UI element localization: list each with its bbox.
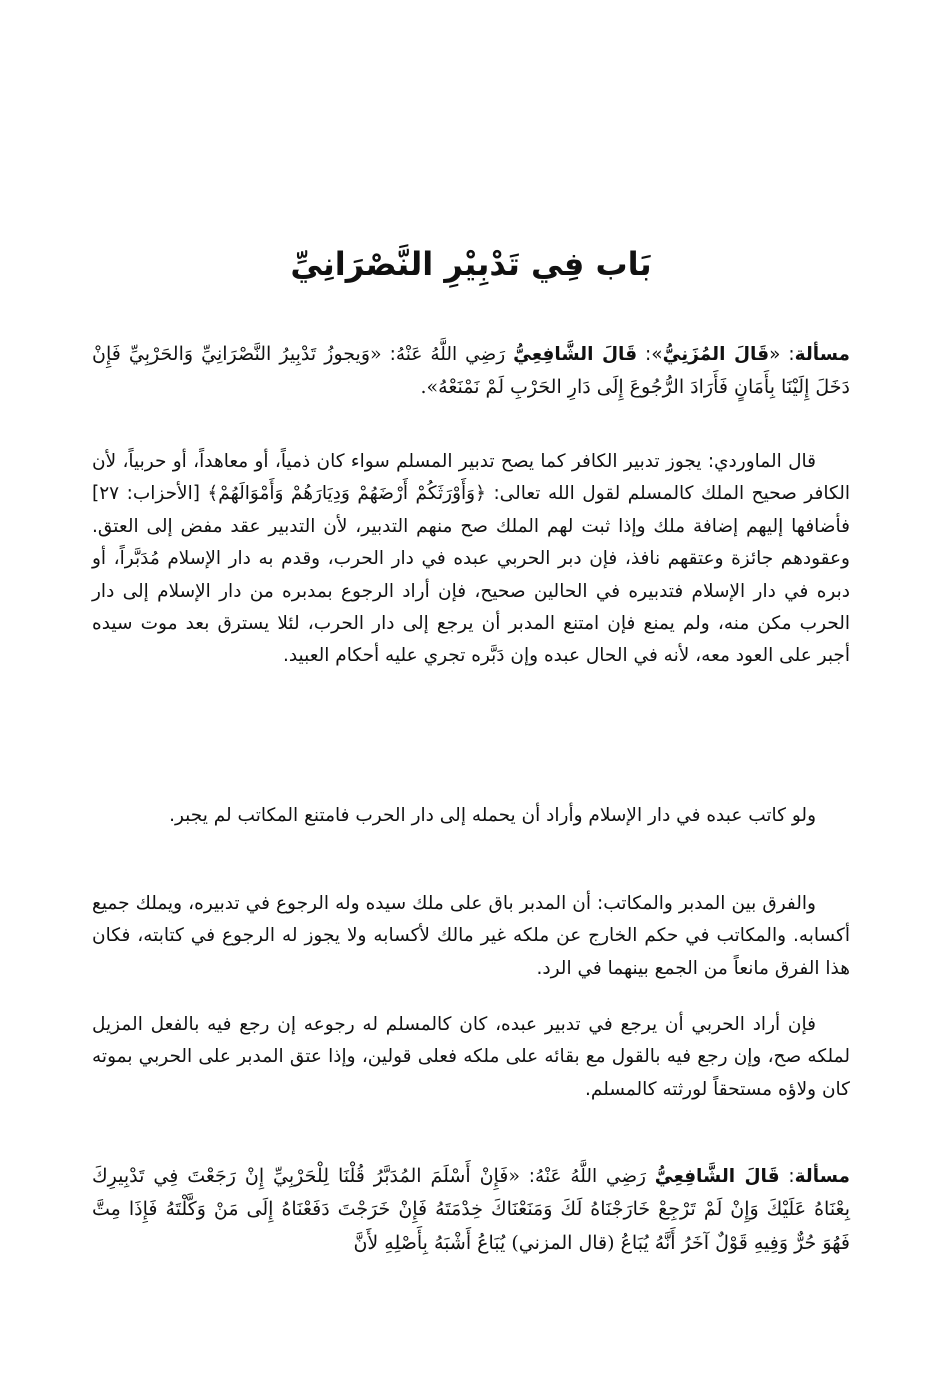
radi-phrase-2: رَضِي اللَّهُ عَنْهُ:: [520, 1166, 655, 1187]
paragraph-mukatab: ولو كاتب عبده في دار الإسلام وأراد أن يحمله إلى دار الحرب فامتنع المكاتب لم يجبر.: [169, 805, 816, 826]
mazni-close: »:: [637, 344, 663, 365]
radi-phrase: رَضِي اللَّهُ عَنْهُ:: [381, 344, 514, 365]
paragraph-farq: والفرق بين المدبر والمكاتب: أن المدبر باق على ملك سيده وله الرجوع في تدبيره، ويملك جميع أكسابه. والمكاتب في حكم الخارج عن ملكه غير مالك لأكسابه ولا يجوز له الرجوع في كتابته، فكان هذا الفرق مانعاً من الجمع بينهما في الرد.: [92, 893, 850, 979]
open-quote: «: [769, 344, 781, 365]
masala-label: مسألة: [794, 344, 850, 365]
masala-text-2: «فَإِنْ أَسْلَمَ المُدَبَّرُ قُلْنَا لِلْحَرْبِيِّ إِنْ رَجَعْتَ فِي تَدْبِيرِكَ بِعْنَاهُ عَلَيْكَ وَإِنْ لَمْ تَرْجِعْ خَارَجْنَاهُ لَكَ وَمَنَعْنَاكَ خِدْمَتَهُ فَإِنْ خَرَجْتَ دَفَعْنَاهُ إِلَى مَنْ وَكَّلْتَهُ فَإِذَا مِتَّ فَهُوَ حُرٌّ وَفِيهِ قَوْلٌ آخَرُ أَنَّهُ يُبَاعُ (قال المزني) يُبَاعُ أَشْبَهُ بِأَصْلِهِ لأَنَّ: [92, 1165, 850, 1254]
section-masala-1: [92, 338, 850, 405]
chapter-title: بَاب فِي تَدْبِيْرِ النَّصْرَانِيِّ: [290, 245, 652, 283]
masala-colon-2: :: [779, 1166, 795, 1187]
shafii-name-2: قَالَ الشَّافِعِيُّ: [654, 1166, 780, 1187]
shafii-name: قَالَ الشَّافِعِيُّ: [513, 344, 638, 365]
paragraph-harbi: فإن أراد الحربي أن يرجع في تدبير عبده، كان كالمسلم له رجوعه إن رجع فيه بالفعل المزيل لملكه صح، وإن رجع فيه بالقول مع بقائه على ملكه فعلى قولين، وإذا عتق المدبر على الحربي بموته كان ولاؤه مستحقاً لورثته كالمسلم.: [92, 1014, 850, 1100]
masala-colon: :: [780, 344, 795, 365]
section-masala-2: [92, 1160, 850, 1260]
mazni-name: قَالَ المُزَنِيُّ: [662, 344, 770, 365]
masala-text: «وَيجوزُ تَدْبِيرُ النَّصْرَانِيِّ وَالحَرْبِيِّ فَإِنْ دَخَلَ إِلَيْنَا بِأَمَانٍ فَأَرَادَ الرُّجُوعَ إِلَى دَارِ الحَرْبِ لَمْ نَمْنَعْهُ».: [92, 343, 850, 399]
paragraph-mawardi: قال الماوردي: يجوز تدبير الكافر كما يصح تدبير المسلم سواء كان ذمياً، أو معاهداً، أو حربياً، لأن الكافر صحيح الملك كالمسلم لقول الله تعالى: ﴿وَأَوْرَثَكُمْ أَرْضَهُمْ وَدِيَارَهُمْ وَأَمْوَالَهُمْ﴾ [الأحزاب: ٢٧] فأضافها إليهم إضافة ملك وإذا ثبت لهم الملك صح منهم التدبير، لأن التدبير عقد مفض إلى العتق. وعقودهم جائزة وعتقهم نافذ، فإن دبر الحربي عبده في دار الحرب، وقدم به دار الإسلام مُدَبَّراً، أو دبره في دار الإسلام فتدبيره في الحالين صحيح، فإن أراد الرجوع بمدبره من دار الإسلام إلى دار الحرب مكن منه، ولم يمنع فإن امتنع المدبر أن يرجع إلى دار الحرب، لئلا يسترق بعد موت سيده أجبر على العود معه، لأنه في الحال عبده وإن دَبَّره تجري عليه أحكام العبيد.: [92, 451, 850, 667]
masala-label-2: مسألة: [794, 1166, 850, 1187]
